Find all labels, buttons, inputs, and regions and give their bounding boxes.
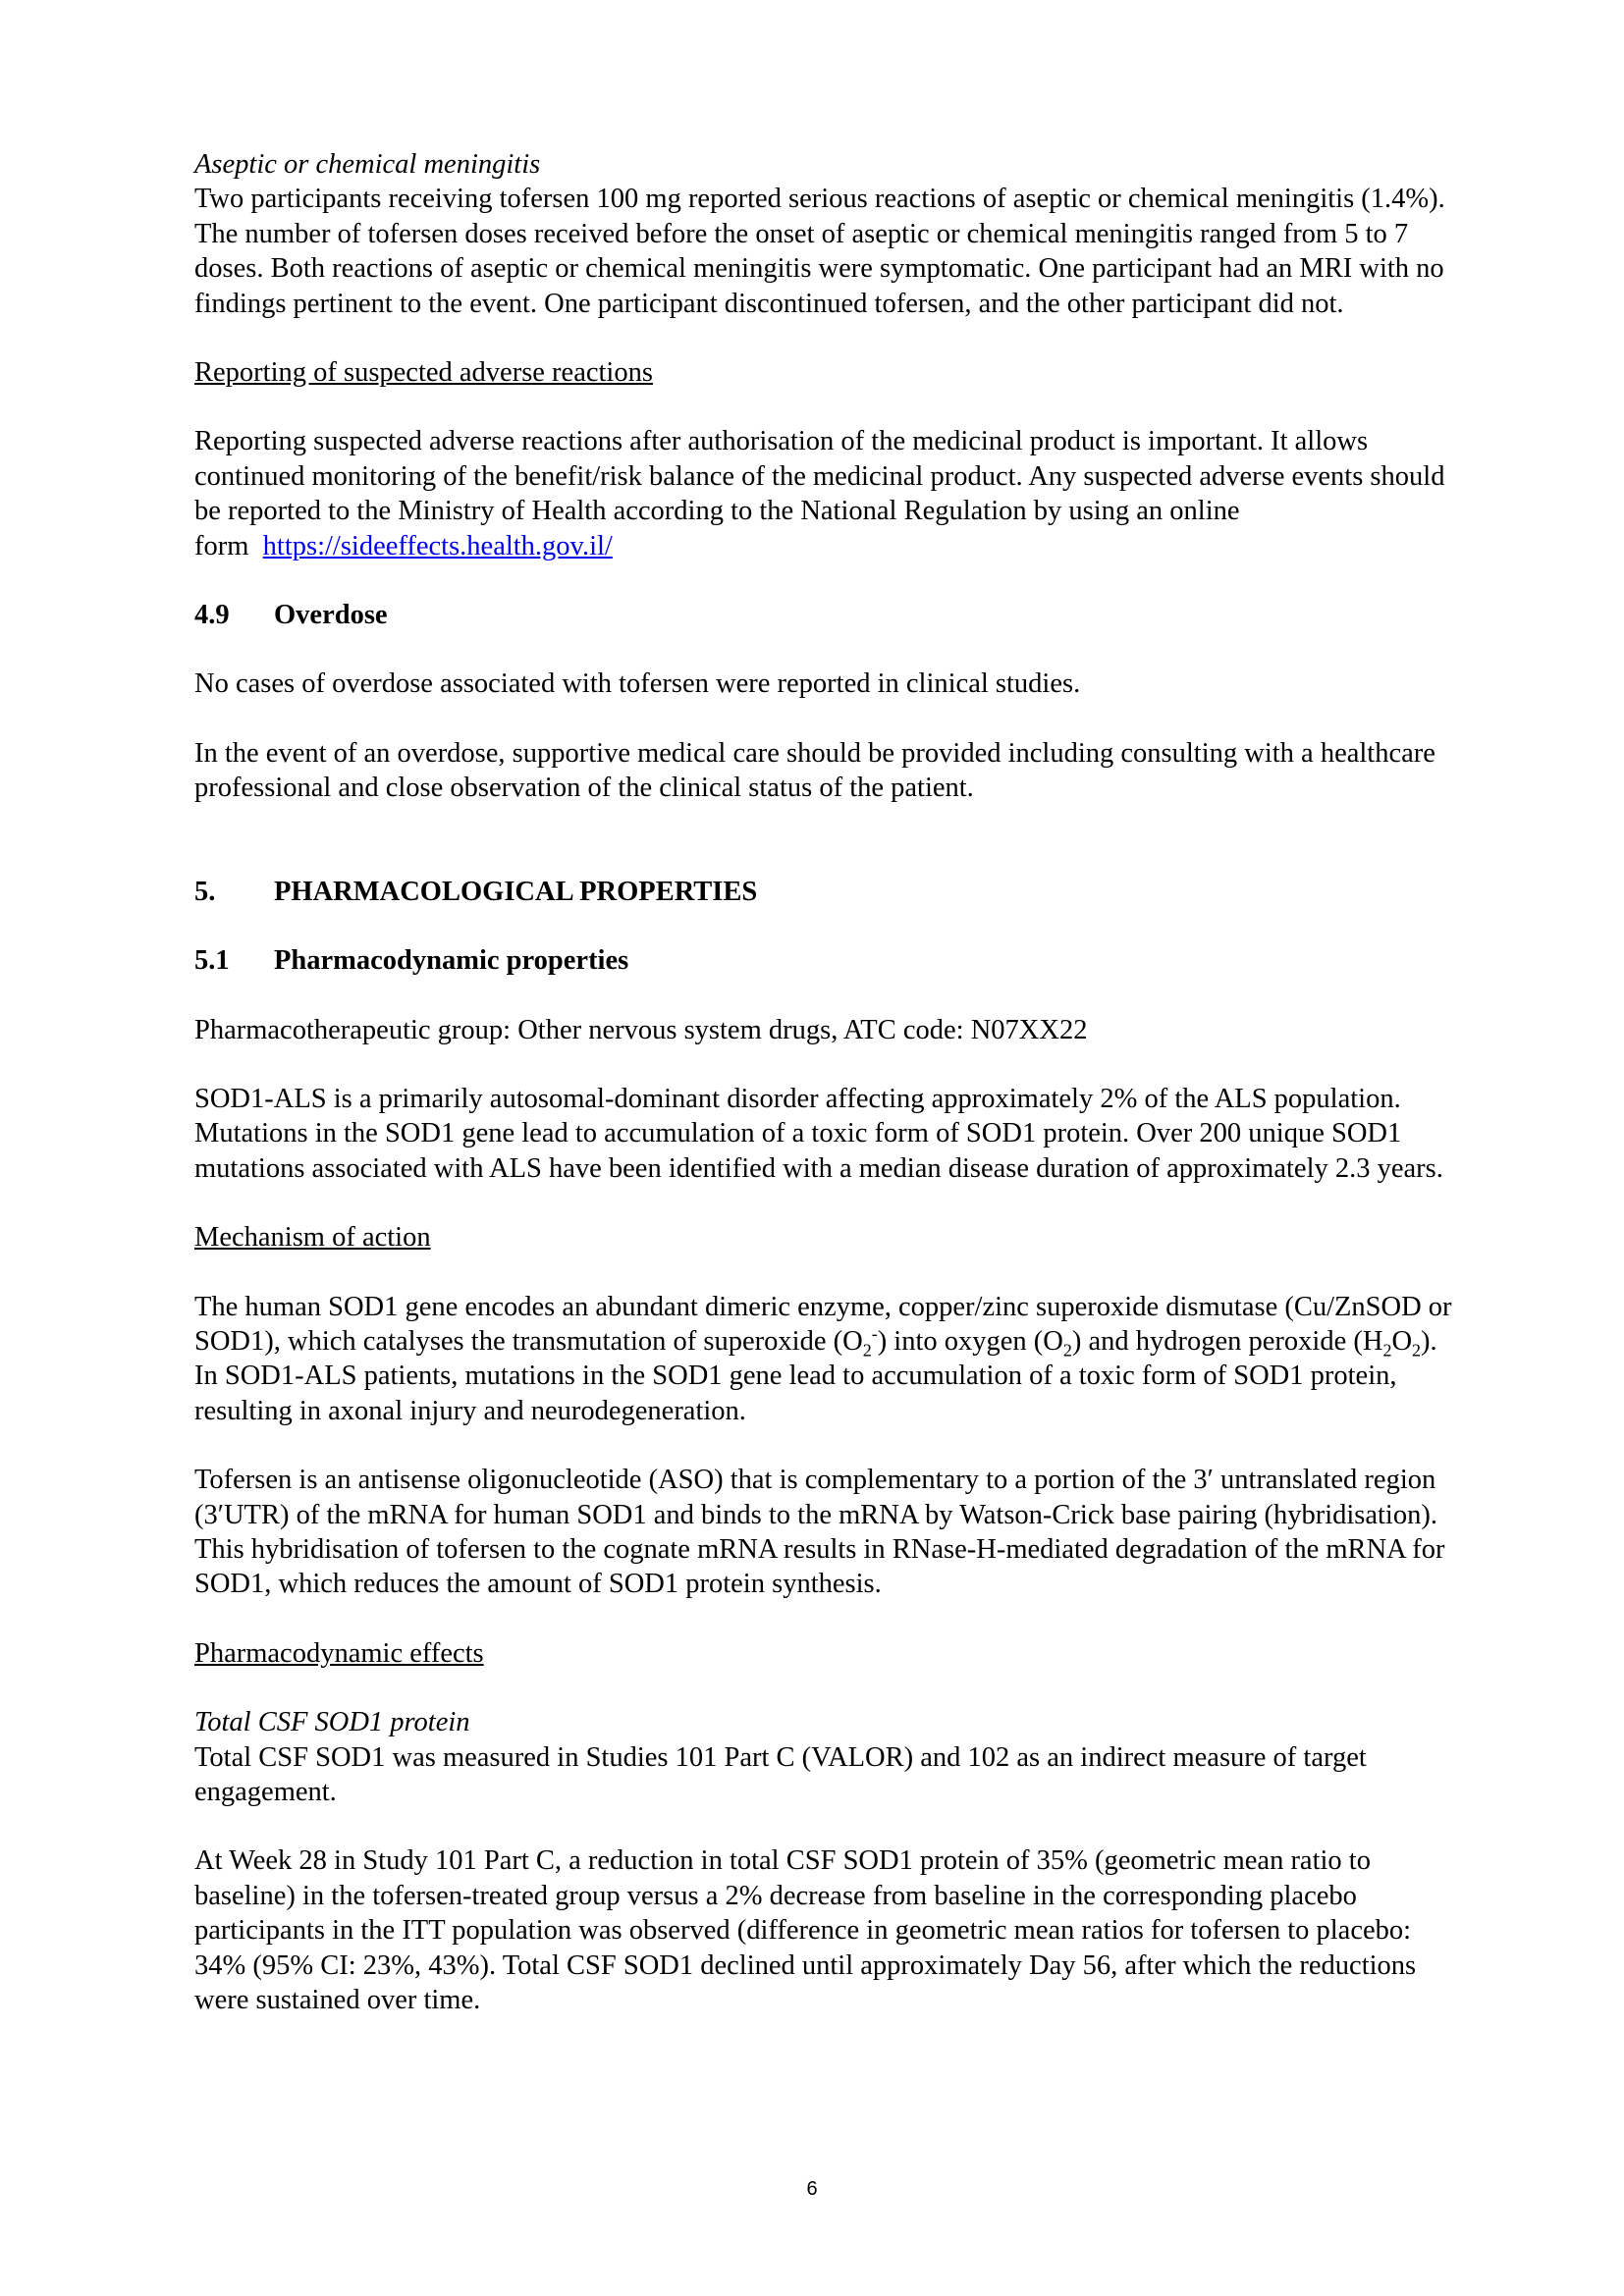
pharmacotherapeutic-group: Pharmacotherapeutic group: Other nervous system drugs, ATC code: N07XX22 <box>194 1014 1088 1045</box>
pd-effects-heading: Pharmacodynamic effects <box>194 1637 484 1669</box>
mechanism-text-c: ) and hydrogen peroxide (H <box>1071 1325 1383 1357</box>
total-csf-sod1-heading: Total CSF SOD1 protein <box>194 1707 470 1738</box>
mechanism-paragraph-1 <box>194 1290 1461 1429</box>
overdose-heading <box>194 598 1461 632</box>
section-5-number: 5. <box>194 876 216 907</box>
mechanism-text-d: O <box>1391 1325 1413 1357</box>
overdose-title: Overdose <box>274 600 388 631</box>
mechanism-text-b: ) into oxygen (O <box>877 1325 1063 1357</box>
subscript-2: 2 <box>1412 1340 1422 1361</box>
section-5-title: PHARMACOLOGICAL PROPERTIES <box>274 876 758 907</box>
reporting-body: Reporting suspected adverse reactions after authorisation of the medicinal product is important. It allows continued monitoring of the benefit/risk balance of the medicinal product. Any suspected adverse events should be reported to the Ministry of Health according to the National Regulation by using an online form <box>194 426 1445 561</box>
mechanism-paragraph-2: Tofersen is an antisense oligonucleotide (ASO) that is complementary to a portion of the 3′ untranslated region (3′UTR) of the mRNA for human SOD1 and binds to the mRNA by Watson-Crick base pairing (hybridisation). This hybridisation of tofersen to the cognate mRNA results in RNase-H-mediated degradation of the mRNA for SOD1, which reduces the amount of SOD1 protein synthesis. <box>194 1465 1445 1600</box>
reporting-paragraph <box>194 424 1461 563</box>
overdose-paragraph-1: No cases of overdose associated with tofersen were reported in clinical studies. <box>194 668 1081 700</box>
section-5-heading <box>194 875 1461 909</box>
mechanism-text-e: ). In SOD1-ALS patients, mutations in the SOD1 gene lead to accumulation of a toxic form of SOD1 protein, resulting in axonal injury and neurodegeneration. <box>194 1325 1437 1426</box>
meningitis-heading: Aseptic or chemical meningitis <box>194 149 541 180</box>
overdose-paragraph-2: In the event of an overdose, supportive medical care should be provided including consulting with a healthcare professional and close observation of the clinical status of the patient. <box>194 737 1435 804</box>
subscript-2: 2 <box>1382 1340 1392 1361</box>
subscript-2: 2 <box>862 1340 872 1361</box>
mechanism-text-a: The human SOD1 gene encodes an abundant dimeric enzyme, copper/zinc superoxide dismutase (Cu/ZnSOD or SOD1), which catalyses the transmutation of superoxide (O <box>194 1291 1452 1357</box>
page-content <box>194 147 1461 2017</box>
reporting-link[interactable]: https://sideeffects.health.gov.il/ <box>262 530 613 561</box>
sod1-als-intro: SOD1-ALS is a primarily autosomal-dominant disorder affecting approximately 2% of the ALS population. Mutations in the SOD1 gene lead to accumulation of a toxic form of SOD1 protein. Over 200 unique SOD1 mutations associated with ALS have been identified with a median disease duration of approximately 2.3 years. <box>194 1083 1443 1184</box>
page-number: 6 <box>806 2178 818 2200</box>
reporting-heading: Reporting of suspected adverse reactions <box>194 357 653 389</box>
section-5-1-heading <box>194 943 1461 978</box>
pd-effects-paragraph-2: At Week 28 in Study 101 Part C, a reduction in total CSF SOD1 protein of 35% (geometric mean ratio to baseline) in the tofersen-treated group versus a 2% decrease from baseline in the corresponding placebo participants in the ITT population was observed (difference in geometric mean ratios for tofersen to placebo: 34% (95% CI: 23%, 43%). Total CSF SOD1 declined until approximately Day 56, after which the reductions were sustained over time. <box>194 1845 1417 2016</box>
superscript-minus: - <box>871 1323 878 1344</box>
overdose-number: 4.9 <box>194 600 230 631</box>
pd-effects-paragraph-1: Total CSF SOD1 was measured in Studies 101 Part C (VALOR) and 102 as an indirect measure of target engagement. <box>194 1741 1367 1807</box>
section-5-1-title: Pharmacodynamic properties <box>274 945 629 977</box>
mechanism-heading: Mechanism of action <box>194 1222 431 1254</box>
section-5-1-number: 5.1 <box>194 945 230 977</box>
meningitis-paragraph: Two participants receiving tofersen 100 mg reported serious reactions of aseptic or chemical meningitis (1.4%). The number of tofersen doses received before the onset of aseptic or chemical meningitis ranged from 5 to 7 doses. Both reactions of aseptic or chemical meningitis were symptomatic. One participant had an MRI with no findings pertinent to the event. One participant discontinued tofersen, and the other participant did not. <box>194 184 1445 319</box>
subscript-2: 2 <box>1062 1340 1072 1361</box>
